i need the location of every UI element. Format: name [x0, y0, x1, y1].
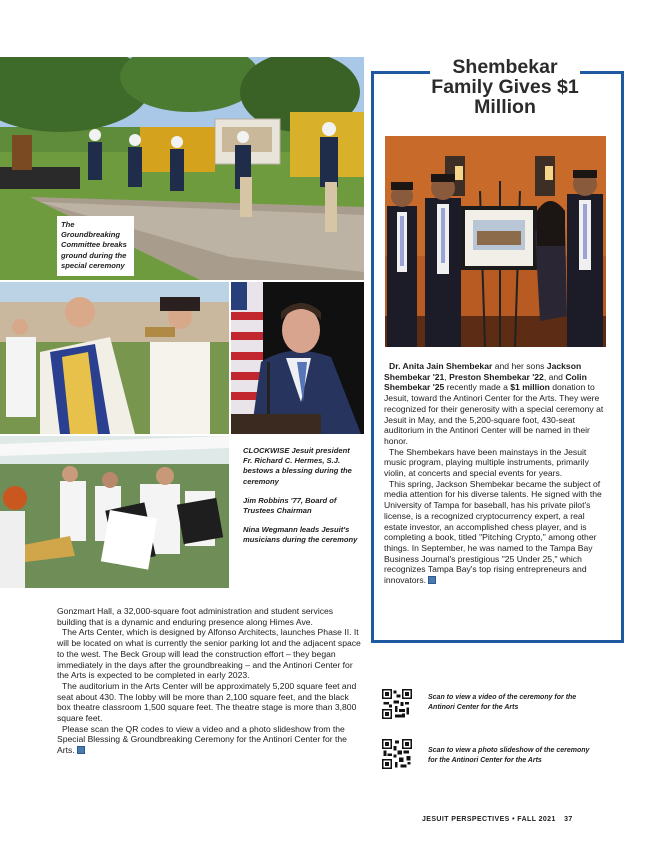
sidebar-article [384, 361, 609, 586]
footer-text: JESUIT PERSPECTIVES • FALL 2021 [422, 816, 556, 823]
groundbreaking-caption-box [57, 216, 134, 276]
qr-code-slideshow[interactable] [382, 739, 412, 769]
blessing-photo [0, 282, 229, 434]
qr-link-icon[interactable] [428, 576, 436, 584]
groundbreaking-caption: The Groundbreaking Committee breaks ground during the special ceremony [61, 220, 127, 270]
sidebar-paragraph: This spring, Jackson Shembekar became the subject of media attention for his diverse talents. He signed with the University of Tampa for baseball, has his private pilot's license, is a recognized cryptocurrency expert, a real estate investor, an accomplished chess player, and is completing a book, titled "Pitching Crypto," among other things. In September, he was named to the Tampa Bay Business Journal's prestigious "25 Under 25," which recognizes Tampa Bay's top rising entrepreneurs and innovators. [384, 478, 602, 586]
article-paragraph: Gonzmart Hall, a 32,000-square foot administration and student services building that is a dynamic and enduring presence along Himes Ave. [57, 606, 334, 627]
article-paragraph: The Arts Center, which is designed by Alfonso Architects, launches Phase II. It will be located on what is currently the senior parking lot and the adjacent space to the west. The Beck Group will lead the construction effort – they began immediately in the days after the groundbreaking – and the Antinori Center for the Arts is expected to be completed in early 2023. [57, 627, 361, 681]
page-number: 37 [564, 816, 573, 823]
qr-label-video: Scan to view a video of the ceremony for the Antinori Center for the Arts [428, 694, 577, 711]
sidebar-paragraph: The Shembekars have been mainstays in the Jesuit music program, playing multiple instruments, primarily violin, at concerts and special events for years. [384, 446, 589, 479]
caption-president: CLOCKWISE Jesuit president Fr. Richard C. Hermes, S.J. bestows a blessing during the ceremony [243, 446, 352, 486]
speaker-photo [231, 282, 364, 434]
page-footer [422, 816, 573, 823]
caption-chairman: Jim Robbins '77, Board of Trustees Chairman [243, 495, 337, 516]
family-photo [385, 136, 606, 347]
musicians-photo [0, 436, 229, 588]
groundbreaking-photo [0, 57, 364, 280]
qr-code-video[interactable] [382, 689, 412, 719]
sidebar-title: Shembekar Family Gives $1 Million [431, 56, 579, 118]
caption-musicians: Nina Wegmann leads Jesuit's musicians during the ceremony [243, 525, 358, 545]
qr-label-slideshow: Scan to view a photo slideshow of the ceremony for the Antinori Center for the Arts [428, 747, 590, 764]
qr-link-icon[interactable] [77, 746, 85, 754]
article-paragraph: Please scan the QR codes to view a video and a photo slideshow from the Special Blessing & Groundbreaking Ceremony for the Antinori Center for the Arts. [57, 723, 347, 756]
main-article [57, 606, 363, 756]
sidebar-paragraph: Dr. Anita Jain Shembekar and her sons Jackson Shembekar '21, Preston Shembekar '22, and Colin Shembekar '25 recently made a $1 million donation to Jesuit, toward the Antinori Center for the Arts. They were recognized for their generosity with a special ceremony at Jesuit in May, and the 5,200-square foot, 430-seat auditorium in the Antinori Center will be named in their honor. [384, 361, 604, 446]
article-paragraph: The auditorium in the Arts Center will be approximately 5,200 square feet and seat about 430. The lobby will be more than 2,100 square feet, and the black box theatre classroom 1,500 square feet. The theatre stage is more than 3,800 square feet. [57, 680, 357, 724]
clockwise-captions [243, 446, 361, 555]
